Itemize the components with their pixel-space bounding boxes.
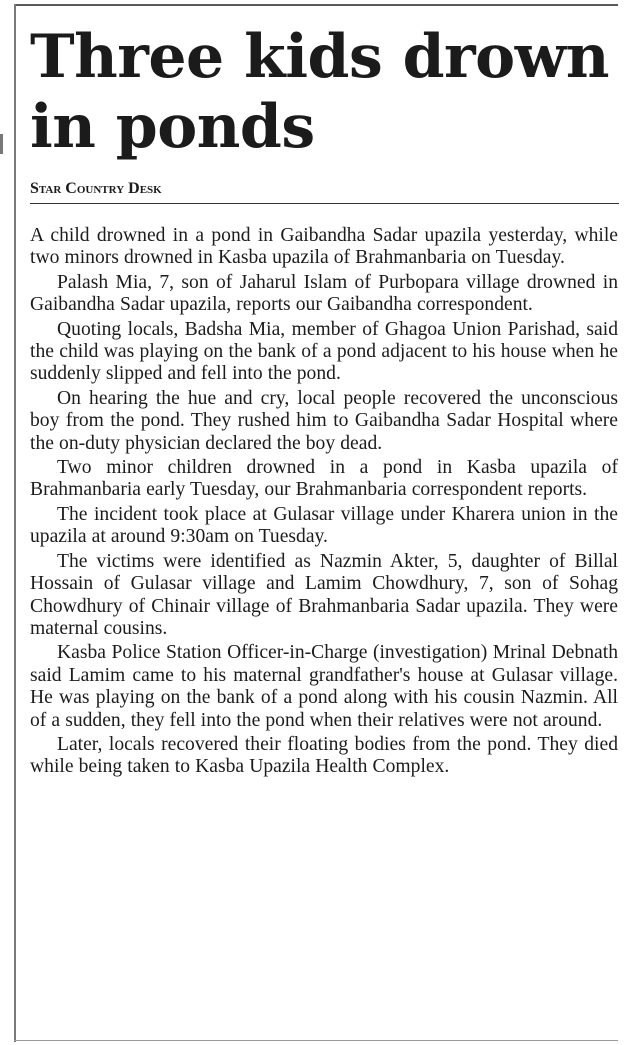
paragraph-6: The incident took place at Gulasar village under Kharera union in the upazila at around 9:30am on Tuesday. [30, 503, 618, 548]
top-column-rule [14, 4, 618, 6]
bottom-column-rule [14, 1040, 618, 1041]
byline-divider [30, 203, 619, 204]
paragraph-3: Quoting locals, Badsha Mia, member of Ghagoa Union Parishad, said the child was playing on the bank of a pond adjacent to his house when he suddenly slipped and fell into the pond. [30, 318, 618, 385]
article-headline [30, 22, 620, 162]
paragraph-7: The victims were identified as Nazmin Akter, 5, daughter of Billal Hossain of Gulasar village and Lamim Chowdhury, 7, son of Sohag Chowdhury of Chinair village of Brahmanbaria Sadar upazila. They were maternal cousins. [30, 550, 618, 639]
article-byline: Star Country Desk [30, 180, 162, 197]
paragraph-9: Later, locals recovered their floating bodies from the pond. They died while being taken to Kasba Upazila Health Complex. [30, 733, 618, 778]
paragraph-8: Kasba Police Station Officer-in-Charge (investigation) Mrinal Debnath said Lamim came to his maternal grandfather's house at Gulasar village. He was playing on the bank of a pond along with his cousin Nazmin. All of a sudden, they fell into the pond when their relatives were not around. [30, 642, 618, 731]
paragraph-4: On hearing the hue and cry, local people recovered the unconscious boy from the pond. They rushed him to Gaibandha Sadar Hospital where the on-duty physician declared the boy dead. [30, 387, 618, 454]
headline-line-1: Three kids drown [30, 22, 609, 92]
paragraph-5: Two minor children drowned in a pond in Kasba upazila of Brahmanbaria early Tuesday, our Brahmanbaria correspondent reports. [30, 457, 618, 501]
headline-line-2: in ponds [30, 92, 315, 162]
paragraph-2: Palash Mia, 7, son of Jaharul Islam of Purbopara village drowned in Gaibandha Sadar upazila, reports our Gaibandha correspondent. [30, 271, 618, 316]
adjacent-column-edge [0, 134, 3, 154]
paragraph-1: A child drowned in a pond in Gaibandha Sadar upazila yesterday, while two minors drowned in Kasba upazila of Brahmanbaria on Tuesday. [30, 225, 618, 269]
left-column-rule [14, 4, 16, 1042]
article-body [30, 225, 618, 779]
